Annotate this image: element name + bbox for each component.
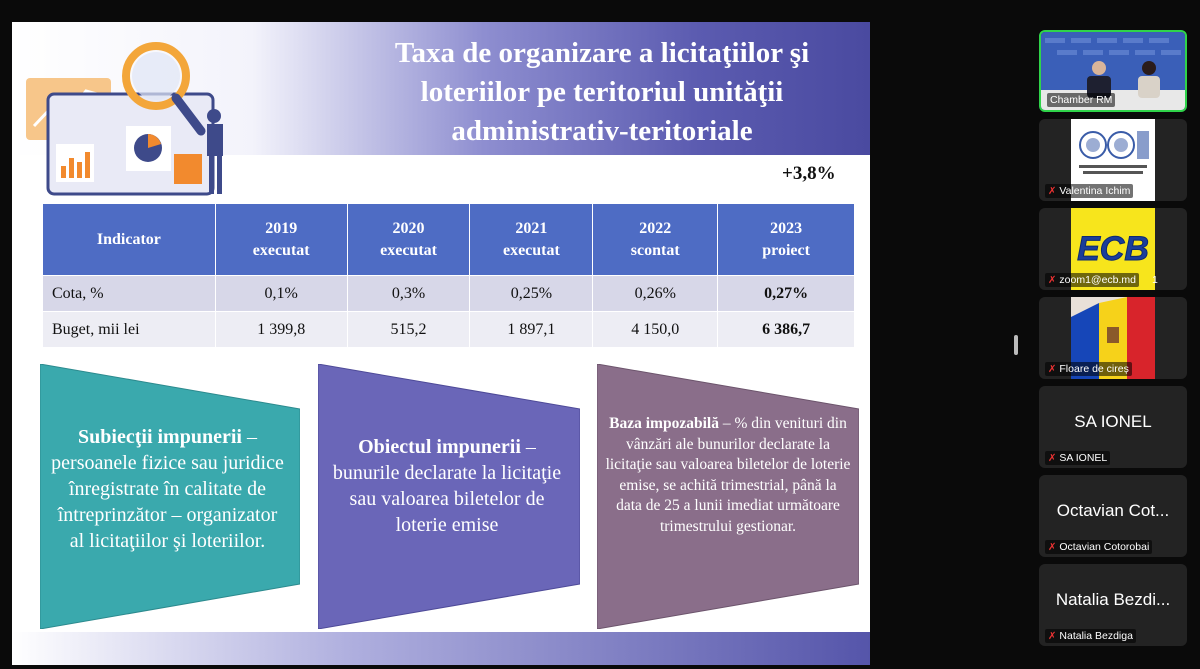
participant-name: ✗ Valentina Ichim [1045,184,1133,198]
participant-name: ✗ SA IONEL [1045,451,1110,465]
svg-text:ECB: ECB [1077,230,1149,268]
participant-tile-ecb[interactable] [1039,208,1187,290]
header-cell: 2023 proiect [718,204,855,276]
panel-resize-handle[interactable] [1014,335,1018,355]
header-cell: 2022 scontat [593,204,718,276]
participant-name: ✗ Octavian Cotorobai [1045,540,1152,554]
box-text: – persoanele fizice sau juridice înregistrate în calitate de întreprinzător – organizator al licitaţiilor şi loteriilor. [51,426,284,552]
table-cell: 1 897,1 [470,312,593,348]
table-cell: 6 386,7 [718,312,855,348]
participant-display-name: Octavian Cot... [1056,501,1170,520]
participant-badge: 1 [1152,274,1158,286]
slide-title: Taxa de organizare a licitaţiilor şi loteriilor pe teritoriul unităţii administrativ-teritoriale [394,37,810,147]
box-text: – bunurile declarate la licitaţie sau valoarea biletelor de loterie emise [332,436,562,536]
participant-name: ✗ Natalia Bezdiga [1045,629,1136,643]
box-text: – % din venituri din vânzări ale bunurilor declarate la licitaţie sau valoarea biletelor de loterie emise, se achită trimestrial, până la data de 25 a lunii imediat următoare trimestrului gestionar. [605,415,851,535]
table-row [43,276,855,312]
table-cell: 0,3% [347,276,470,312]
shared-screen-slide [12,22,870,665]
box-title: Subiecţii impunerii [78,426,242,448]
muted-mic-icon: ✗ [1048,364,1057,375]
table-header-row [43,204,855,276]
participant-tile-sa-ionel[interactable] [1039,386,1187,468]
table-cell: 0,26% [593,276,718,312]
header-cell: 2020 executat [347,204,470,276]
growth-percentage: +3,8% [782,163,836,184]
participant-tile-octavian-cotorobai[interactable] [1039,475,1187,557]
table-cell: 1 399,8 [215,312,347,348]
footer-band [12,632,870,665]
header-cell: 2019 executat [215,204,347,276]
participant-display-name: Natalia Bezdi... [1055,590,1171,609]
muted-mic-icon: ✗ [1048,542,1057,553]
muted-mic-icon: ✗ [1048,275,1057,286]
participant-tile-chamber-rm[interactable] [1039,30,1187,112]
muted-mic-icon: ✗ [1048,631,1057,642]
table-cell: 0,27% [718,276,855,312]
header-cell: 2021 executat [470,204,593,276]
participant-tile-floare-de-cires[interactable] [1039,297,1187,379]
tax-subjects-box [40,364,300,629]
header-cell: Indicator [43,204,216,276]
analytics-illustration [26,36,241,196]
table-cell: 4 150,0 [593,312,718,348]
box-title: Obiectul impunerii [358,436,521,458]
muted-mic-icon: ✗ [1048,453,1057,464]
participant-display-name: SA IONEL [1074,412,1152,431]
box-title: Baza impozabilă [609,415,719,432]
table-cell: 515,2 [347,312,470,348]
table-cell: 0,1% [215,276,347,312]
table-cell: 0,25% [470,276,593,312]
participant-tile-natalia-bezdiga[interactable] [1039,564,1187,646]
table-row [43,312,855,348]
row-label: Cota, % [43,276,216,312]
participant-name: Chamber RM [1047,93,1115,107]
tax-object-box [318,364,580,629]
participant-name: ✗ zoom1@ecb.md [1045,273,1139,287]
tax-data-table [42,203,855,348]
participant-name: ✗ Floare de cireș [1045,362,1132,376]
participant-tile-valentina-ichim[interactable] [1039,119,1187,201]
row-label: Buget, mii lei [43,312,216,348]
tax-base-box [597,364,859,629]
muted-mic-icon: ✗ [1048,186,1057,197]
